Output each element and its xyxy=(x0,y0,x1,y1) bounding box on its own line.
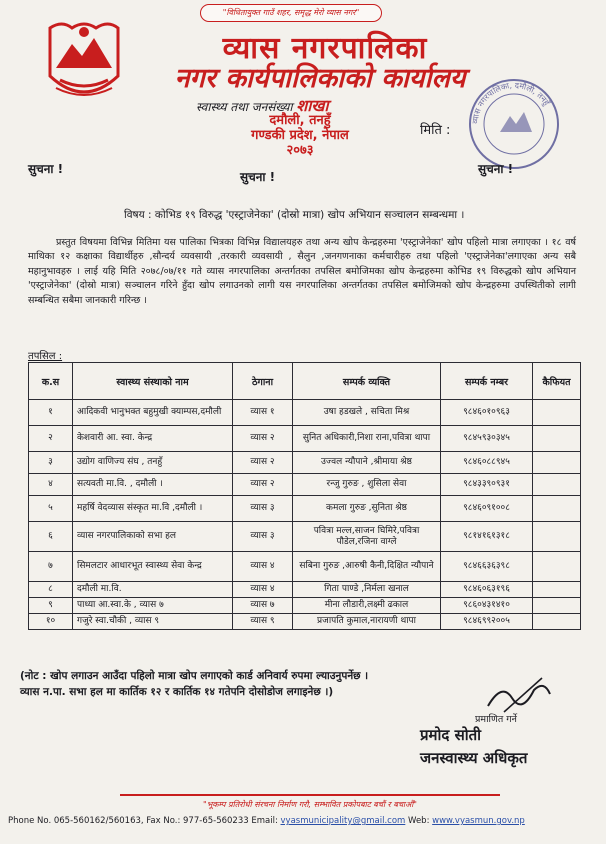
cell-contact-person: सुनित अधिकारी,निशा राना,पवित्रा थापा xyxy=(293,426,441,452)
cell-address: व्यास ७ xyxy=(233,598,293,614)
cell-address: व्यास ४ xyxy=(233,582,293,598)
cell-contact-number: ९८४६६३६३९८ xyxy=(441,552,533,582)
footer-email[interactable]: vyasmunicipality@gmail.com xyxy=(280,816,406,826)
cell-address: व्यास ३ xyxy=(233,522,293,552)
cell-institution: सिमलटार आधारभूत स्वास्थ्य सेवा केन्द्र xyxy=(73,552,233,582)
address-line-2: गण्डकी प्रदेश, नेपाल xyxy=(251,128,349,143)
table-row xyxy=(29,400,581,426)
cell-contact-person: उषा हडखले , सचिता मिश्र xyxy=(293,400,441,426)
table-row xyxy=(29,552,581,582)
cell-contact-number: ९८४६०६३१९६ xyxy=(441,582,533,598)
cell-remarks xyxy=(533,522,581,552)
cell-address: व्यास २ xyxy=(233,426,293,452)
cell-contact-number: ९८६०४३१४१० xyxy=(441,598,533,614)
cell-institution: गजुरे स्वा.चौकी , व्यास ९ xyxy=(73,614,233,630)
cell-contact-number: ९८४६९९२००५ xyxy=(441,614,533,630)
cell-institution: केशवारी आ. स्वा. केन्द्र xyxy=(73,426,233,452)
cell-institution: सत्यवती मा.वि. , दमौली । xyxy=(73,474,233,496)
footer-slogan: "भूकम्प प्रतिरोधी संरचना निर्माण गरौ, सम्भावित प्रकोपबाट बचौं र बचाऔं" xyxy=(120,794,500,810)
footer-web[interactable]: www.vyasmun.gov.np xyxy=(432,816,525,826)
signatory-title: जनस्वास्थ्य अधिकृत xyxy=(420,749,528,767)
cell-contact-person: उज्वल न्यौपाने ,श्रीमाया श्रेष्ठ xyxy=(293,452,441,474)
table-row xyxy=(29,598,581,614)
cell-institution: आदिकवी भानुभक्त बहुमुखी क्याम्पस,दमौली xyxy=(73,400,233,426)
footer-web-label: Web: xyxy=(408,816,430,826)
col-header-contact-number: सम्पर्क नम्बर xyxy=(441,363,533,400)
cell-institution: दमौली मा.वि. xyxy=(73,582,233,598)
address-line-3: २०७३ xyxy=(286,143,314,158)
notice-body: प्रस्तुत विषयमा विभिन्न मितिमा यस पालिका भित्रका विभिन्न विद्यालयहरु तथा अन्य खोप केन्द्रहरुमा 'एस्ट्राजेनेका' खोप पहिलो मात्रा लगाएका । १८ वर्ष माथिका १२ कक्षाका विद्यार्थीहरु ,सौन्दर्य व्यवसायी ,तरकारी व्यवसायी , सैलुन ,जनगणनाका कर्मचारीहरु तथा पहिलो 'एस्ट्राजेनेका'लगाएका अन्य सबै महानुभावहरु । लाई यहि मिति २०७८/०७/११ गते व्यास नगरपालिका अन्तर्गतका तपसिल बमोजिमका खोप केन्द्रहरुमा कोभिड १९ विरुद्धको खोप अभियान 'एस्ट्राजेनेका' (दोस्रो मात्रा) सञ्चालन गरिने हुँदा खोप लगाउनको लागी यस नगरपालिका अन्तर्गतका तपसिल बमोजिमको खोप केन्द्रहरुमा उपस्थितीको लागी सम्बन्धित सबैमा जानकारी गरिन्छ । xyxy=(28,237,576,306)
cell-contact-person: गिता पाण्डे ,निर्मला खनाल xyxy=(293,582,441,598)
col-header-address: ठेगाना xyxy=(233,363,293,400)
municipality-name: व्यास नगरपालिका xyxy=(222,31,428,66)
cell-address: व्यास २ xyxy=(233,474,293,496)
cell-address: व्यास ९ xyxy=(233,614,293,630)
note-line-2: व्यास न.पा. सभा हल मा कार्तिक १२ र कार्तिक १४ गतेपनि दोसोडोज लगाइनेछ ।) xyxy=(20,686,334,698)
col-header-sn: क.स xyxy=(29,363,73,400)
cell-remarks xyxy=(533,614,581,630)
table-row xyxy=(29,452,581,474)
cell-sn: ८ xyxy=(29,582,73,598)
table-row xyxy=(29,614,581,630)
cell-remarks xyxy=(533,400,581,426)
office-address xyxy=(220,113,380,158)
address-line-1: दमौली, तनहुँ xyxy=(269,113,331,128)
col-header-institution: स्वास्थ्य संस्थाको नाम xyxy=(73,363,233,400)
cell-sn: ७ xyxy=(29,552,73,582)
table-row xyxy=(29,582,581,598)
cell-remarks xyxy=(533,582,581,598)
cell-institution: उद्योग वाणिज्य संघ , तनहुँ xyxy=(73,452,233,474)
cell-institution: व्यास नगरपालिकाको सभा हल xyxy=(73,522,233,552)
cell-sn: १० xyxy=(29,614,73,630)
cell-address: व्यास २ xyxy=(233,452,293,474)
cell-sn: ६ xyxy=(29,522,73,552)
cell-contact-person: सबिना गुरुङ ,आरुषी कैनी,दिक्षित न्यौपाने xyxy=(293,552,441,582)
signatory xyxy=(420,724,527,770)
cell-contact-number: ९८४६०१०९६३ xyxy=(441,400,533,426)
footer-contact xyxy=(8,816,606,826)
cell-contact-number: ९८४३३९०९३१ xyxy=(441,474,533,496)
cell-contact-person: पवित्रा मल्ल,साजन घिमिरे,पवित्रा पौडेल,रजिना वाग्ले xyxy=(293,522,441,552)
table-header-row xyxy=(29,363,581,400)
header-slogan: "विधितायुक्त गाउँ शहर, समृद्ध मेरो व्यास नगर" xyxy=(200,4,382,22)
cell-remarks xyxy=(533,474,581,496)
table-row xyxy=(29,426,581,452)
col-header-remarks: कैफियत xyxy=(533,363,581,400)
footer-phone: Phone No. 065-560162/560163, Fax No.: 977-65-560233 xyxy=(8,816,249,826)
cell-contact-person: प्रजापति कुमाल,नारायणी थापा xyxy=(293,614,441,630)
table-row xyxy=(29,474,581,496)
date-label: मिति : xyxy=(420,123,451,138)
cell-remarks xyxy=(533,552,581,582)
stamp-text: व्यास नगरपालिका, दमौली, तनहुँ xyxy=(470,80,552,125)
section-suffix: शाखा xyxy=(296,96,329,115)
svg-text:व्यास नगरपालिका, दमौली, तनहुँ xyxy=(471,80,553,124)
note-line-1: (नोट : खोप लगाउन आउँदा पहिलो मात्रा खोप लगाएको कार्ड अनिवार्य रुपमा ल्याउनुपर्नेछ । xyxy=(20,670,369,682)
cell-contact-person: रन्जु गुरुङ , शुसिला सेवा xyxy=(293,474,441,496)
cell-sn: ५ xyxy=(29,496,73,522)
cell-institution: पाध्या आ.स्वा.के , व्यास ७ xyxy=(73,598,233,614)
cell-sn: १ xyxy=(29,400,73,426)
cell-remarks xyxy=(533,496,581,522)
cell-contact-person: मीना लौडारी,लक्ष्मी ढकाल xyxy=(293,598,441,614)
cell-remarks xyxy=(533,426,581,452)
cell-remarks xyxy=(533,598,581,614)
signatory-name: प्रमोद सोती xyxy=(420,726,482,744)
cell-address: व्यास ३ xyxy=(233,496,293,522)
cell-sn: ३ xyxy=(29,452,73,474)
list-label: तपसिल : xyxy=(28,351,63,362)
cell-contact-number: ९८४५९३०३४५ xyxy=(441,426,533,452)
cell-sn: ९ xyxy=(29,598,73,614)
cell-institution: महर्षि वेदव्यास संस्कृत मा.वि ,दमौली । xyxy=(73,496,233,522)
office-name: नगर कार्यपालिकाको कार्यालय xyxy=(174,63,466,94)
subject-line: विषय : कोभिड १९ विरुद्ध 'एस्ट्राजेनेका' (दोस्रो मात्रा) खोप अभियान सञ्चालन सम्बन्धमा । xyxy=(124,209,465,221)
cell-sn: ४ xyxy=(29,474,73,496)
cell-contact-number: ९८१४१६१३१८ xyxy=(441,522,533,552)
table-row xyxy=(29,522,581,552)
cell-contact-number: ९८४६०८८९४५ xyxy=(441,452,533,474)
cell-contact-number: ९८४६०९१००८ xyxy=(441,496,533,522)
notice-heading-left: सुचना ! xyxy=(28,162,64,176)
notice-heading-center: सुचना ! xyxy=(240,170,276,184)
section-name: स्वास्थ्य तथा जनसंख्या xyxy=(196,100,293,114)
cell-contact-person: कमला गुरुङ ,सुनिता श्रेष्ठ xyxy=(293,496,441,522)
col-header-contact-person: सम्पर्क व्यक्ति xyxy=(293,363,441,400)
table-row xyxy=(29,496,581,522)
cell-remarks xyxy=(533,452,581,474)
vaccination-centres-table xyxy=(28,362,581,630)
footer-email-label: Email: xyxy=(251,816,278,826)
cell-address: व्यास १ xyxy=(233,400,293,426)
notice-heading-right: सुचना ! xyxy=(478,162,514,176)
cell-address: व्यास ४ xyxy=(233,552,293,582)
verified-by-label: प्रमाणित गर्ने xyxy=(475,714,517,725)
cell-sn: २ xyxy=(29,426,73,452)
